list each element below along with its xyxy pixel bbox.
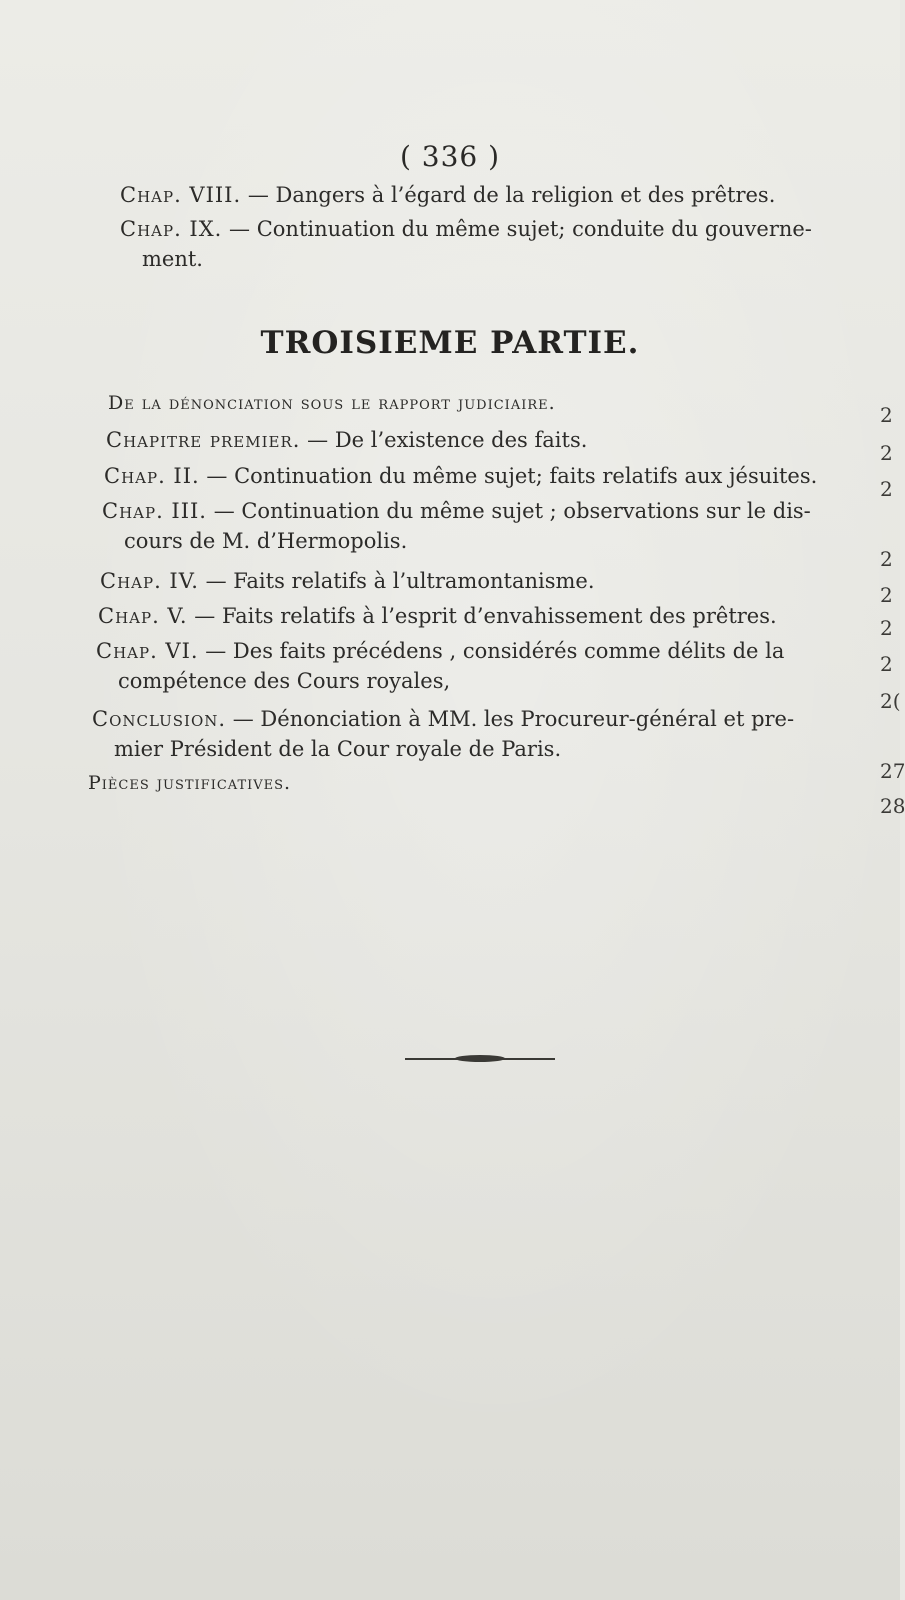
- entry-heading: Chap. VI.: [96, 639, 199, 663]
- margin-page-number: 2: [880, 652, 893, 676]
- toc-entry-chap-v: [98, 601, 777, 631]
- page-number: ( 336 ): [399, 140, 501, 173]
- toc-entry-chap-iv: [100, 566, 595, 596]
- entry-text: — De l’existence des faits.: [307, 428, 588, 452]
- toc-entry-chapitre-premier: [106, 425, 587, 455]
- entry-heading: Chap. II.: [104, 464, 200, 488]
- toc-entry-chap-ii: [104, 461, 817, 491]
- section-title: TROISIEME PARTIE.: [260, 325, 640, 361]
- entry-text: — Continuation du même sujet ; observations sur le dis-: [213, 499, 811, 523]
- entry-heading: Pièces justificatives.: [88, 772, 292, 794]
- entry-continuation: ment.: [142, 247, 203, 271]
- margin-page-number: 2: [880, 616, 893, 640]
- margin-page-number: 2: [880, 583, 893, 607]
- entry-text: — Des faits précédens , considérés comme délits de la: [205, 639, 785, 663]
- margin-page-number: 2: [880, 441, 893, 465]
- entry-heading: Chap. IV.: [100, 569, 199, 593]
- entry-text: — Continuation du même sujet; faits relatifs aux jésuites.: [206, 464, 818, 488]
- toc-entry-chap-ix: [120, 214, 812, 274]
- toc-entry-chap-vi: [96, 636, 784, 696]
- entry-heading: Chap. V.: [98, 604, 188, 628]
- entry-heading: Chap. IX.: [120, 217, 223, 241]
- entry-text: — Faits relatifs à l’ultramontanisme.: [205, 569, 595, 593]
- entry-heading: Chap. III.: [102, 499, 207, 523]
- margin-page-number: 2: [880, 477, 893, 501]
- entry-text: — Faits relatifs à l’esprit d’envahissement des prêtres.: [194, 604, 777, 628]
- entry-heading: De la dénonciation sous le rapport judiciaire.: [108, 392, 556, 414]
- entry-text: — Dangers à l’égard de la religion et des prêtres.: [247, 183, 776, 207]
- margin-page-number: 2: [880, 403, 893, 427]
- entry-continuation: compétence des Cours royales,: [118, 669, 451, 693]
- entry-heading: Chap. VIII.: [120, 183, 242, 207]
- toc-entry-conclusion: [92, 704, 794, 764]
- toc-entry-chap-iii: [102, 496, 811, 556]
- margin-page-number: 2(: [880, 689, 901, 713]
- entry-continuation: mier Président de la Cour royale de Paris.: [114, 737, 562, 761]
- margin-page-number: 27: [880, 759, 905, 783]
- toc-entry-part-heading: [108, 388, 556, 418]
- toc-entry-chap-viii: [120, 180, 775, 210]
- entry-text: — Dénonciation à MM. les Procureur-général et pre-: [232, 707, 795, 731]
- margin-page-number: 2: [880, 547, 893, 571]
- toc-entry-pieces-justificatives: [88, 768, 291, 798]
- entry-text: — Continuation du même sujet; conduite du gouverne-: [229, 217, 812, 241]
- margin-page-number: 28: [880, 794, 905, 818]
- entry-continuation: cours de M. d’Hermopolis.: [124, 529, 408, 553]
- entry-heading: Conclusion.: [92, 707, 227, 731]
- entry-heading: Chapitre premier.: [106, 428, 301, 452]
- end-ornament-rule: [405, 1052, 555, 1066]
- bleed-through-text: [60, 780, 860, 940]
